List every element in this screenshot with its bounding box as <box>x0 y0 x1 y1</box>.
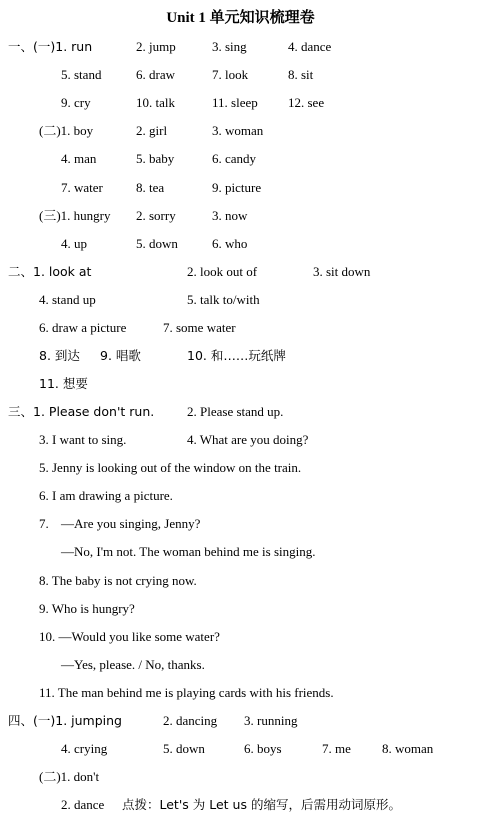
answer-item: 5. talk to/with <box>187 292 260 307</box>
answer-item: 12. see <box>288 95 325 110</box>
answer-item: 3. now <box>212 208 248 223</box>
answer-item: 5. down <box>136 236 178 251</box>
answer-item: 4. stand up <box>39 292 96 307</box>
answer-item: —Are you singing, Jenny? <box>61 516 201 531</box>
answer-item: 6. draw <box>136 67 175 82</box>
answer-item: (三)1. hungry <box>39 208 111 223</box>
answer-item: 4. What are you doing? <box>187 432 309 447</box>
answer-item: 5. stand <box>61 67 102 82</box>
answer-item: 6. draw a picture <box>39 320 127 335</box>
answer-item: (二)1. boy <box>39 123 94 138</box>
answer-item: 4. up <box>61 236 87 251</box>
answer-item: 7. me <box>322 741 351 756</box>
answer-item: 8. 到达 <box>39 348 80 363</box>
answer-line: 6. I am drawing a picture. <box>39 488 173 503</box>
answer-item: 7. some water <box>163 320 236 335</box>
answer-item: 3. running <box>244 713 298 728</box>
answer-item: 6. boys <box>244 741 282 756</box>
answer-item: 7. water <box>61 180 103 195</box>
answer-item: 5. down <box>163 741 205 756</box>
answer-item: 四、(一)1. jumping <box>8 713 122 728</box>
answer-item: 10. talk <box>136 95 175 110</box>
answer-item: 6. candy <box>212 151 257 166</box>
answer-item: 三、1. Please don't run. <box>8 404 155 419</box>
answer-item: 2. dancing <box>163 713 218 728</box>
answer-line: (二)1. don't <box>39 769 100 784</box>
answer-item: 二、1. look at <box>8 264 92 279</box>
answer-line: 11. The man behind me is playing cards with his friends. <box>39 685 334 700</box>
page-title: Unit 1 单元知识梳理卷 <box>166 10 315 26</box>
answer-item: 6. who <box>212 236 248 251</box>
answer-item: 8. tea <box>136 180 165 195</box>
answer-item: 4. dance <box>288 39 332 54</box>
answer-item: 9. picture <box>212 180 262 195</box>
answer-item: 9. cry <box>61 95 91 110</box>
answer-item: 4. crying <box>61 741 108 756</box>
answer-item: 7. look <box>212 67 249 82</box>
answer-line: —No, I'm not. The woman behind me is singing. <box>61 544 316 559</box>
answer-item: 2. Please stand up. <box>187 404 284 419</box>
answer-item: 11. sleep <box>212 95 258 110</box>
answer-item: 7. <box>39 516 49 531</box>
answer-item: 2. dance <box>61 797 105 812</box>
answer-line: 10. —Would you like some water? <box>39 629 220 644</box>
answer-item: 3. sing <box>212 39 247 54</box>
answer-item: 4. man <box>61 151 97 166</box>
answer-line: —Yes, please. / No, thanks. <box>61 657 205 672</box>
answer-line: 8. The baby is not crying now. <box>39 573 197 588</box>
answer-item: 9. 唱歌 <box>100 348 141 363</box>
answer-line: 9. Who is hungry? <box>39 601 135 616</box>
answer-item: 5. baby <box>136 151 175 166</box>
answer-item: 8. sit <box>288 67 314 82</box>
answer-item: 一、(一)1. run <box>8 39 93 54</box>
answer-item: 2. look out of <box>187 264 258 279</box>
answer-item: 3. sit down <box>313 264 371 279</box>
answer-item: 3. woman <box>212 123 264 138</box>
answer-item: 3. I want to sing. <box>39 432 127 447</box>
answer-item: 8. woman <box>382 741 434 756</box>
answer-item: 11. 想要 <box>39 376 88 391</box>
answer-line: 5. Jenny is looking out of the window on the train. <box>39 460 302 475</box>
answer-item: 2. girl <box>136 123 168 138</box>
answer-item: 10. 和……玩纸牌 <box>187 348 286 363</box>
answer-item: 2. sorry <box>136 208 176 223</box>
hint-note: 点拨：Let's 为 Let us 的缩写，后需用动词原形。 <box>122 797 401 812</box>
answer-item: 2. jump <box>136 39 176 54</box>
